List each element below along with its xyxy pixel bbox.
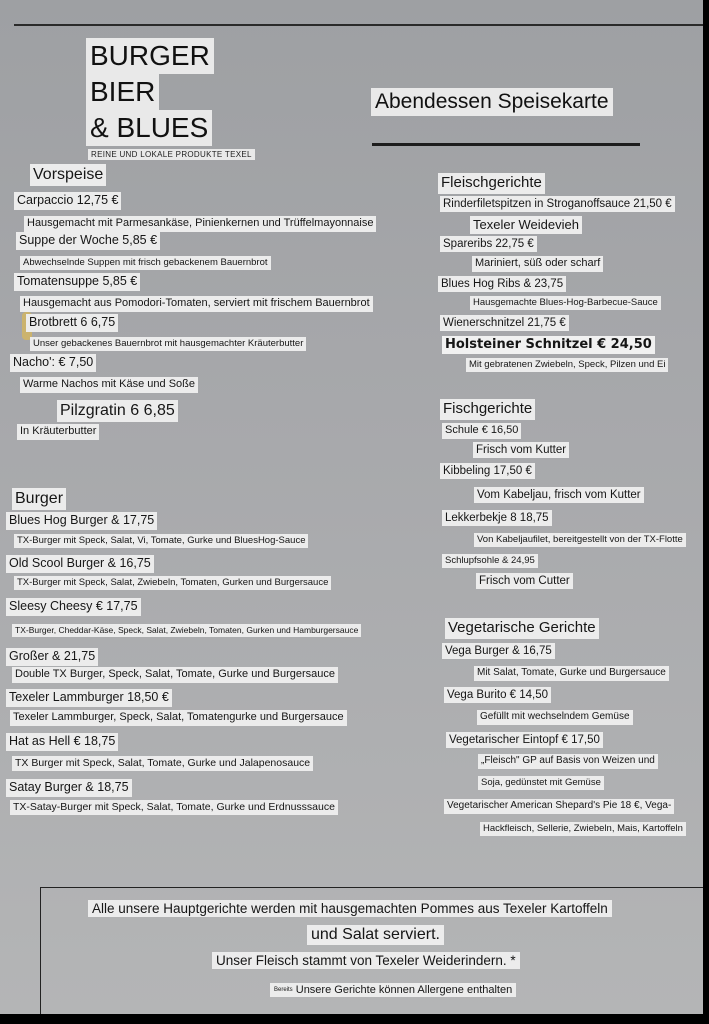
menu-item-description: Frisch vom Cutter	[476, 573, 573, 589]
menu-item-name: Lekkerbekje 8 18,75	[442, 510, 552, 526]
menu-item-description: Warme Nachos mit Käse und Soße	[20, 377, 198, 393]
menu-item-description: TX-Burger mit Speck, Salat, Zwiebeln, Tomaten, Gurken und Burgersauce	[14, 576, 331, 590]
menu-item-name: Pilzgratin 6 6,85	[57, 400, 178, 422]
menu-item-name: Kibbeling 17,50 €	[440, 463, 535, 479]
menu-item-name: Vegetarischer Eintopf € 17,50	[446, 732, 603, 748]
menu-item-description: TX-Satay-Burger mit Speck, Salat, Tomate, Gurke und Erdnusssauce	[10, 800, 338, 815]
title-underline	[372, 143, 640, 146]
menu-item-name: Hat as Hell € 18,75	[6, 733, 118, 751]
menu-item-name: Nacho': € 7,50	[10, 354, 96, 372]
menu-item-description: TX-Burger, Cheddar-Käse, Speck, Salat, Zwiebeln, Tomaten, Gurken und Hamburgersauce	[12, 624, 361, 637]
menu-item-description: Mariniert, süß oder scharf	[472, 256, 603, 272]
footer-line: Alle unsere Hauptgerichte werden mit hausgemachten Pommes aus Texeler Kartoffeln	[88, 900, 612, 917]
section-heading-burger: Burger	[12, 488, 66, 510]
menu-item-name: Wienerschnitzel 21,75 €	[440, 315, 569, 331]
top-rule	[14, 24, 703, 26]
brand-tagline: REINE UND LOKALE PRODUKTE TEXEL	[88, 149, 255, 160]
brand-line-1: BURGER	[86, 38, 214, 74]
menu-item-name: Vegetarischer American Shepard's Pie 18 €, Vega-	[444, 799, 674, 814]
menu-item-description: Mit Salat, Tomate, Gurke und Burgersauce	[474, 666, 669, 681]
menu-item-description: Von Kabeljaufilet, bereitgestellt von der TX-Flotte	[474, 533, 686, 547]
menu-item-name: Blues Hog Burger & 17,75	[6, 512, 157, 530]
menu-item-name: Carpaccio 12,75 €	[14, 192, 121, 210]
menu-item-description: Frisch vom Kutter	[473, 442, 569, 458]
menu-item-name: Blues Hog Ribs & 23,75	[438, 276, 566, 292]
section-heading-vorspeise: Vorspeise	[30, 164, 106, 186]
menu-item-description: Hackfleisch, Sellerie, Zwiebeln, Mais, Kartoffeln	[480, 822, 686, 836]
footer-line: und Salat serviert.	[307, 925, 444, 945]
menu-item-name: Holsteiner Schnitzel € 24,50	[442, 336, 655, 354]
footer-line	[270, 983, 516, 997]
menu-item-name: Vega Burito € 14,50	[444, 687, 551, 703]
menu-item-description: In Kräuterbutter	[17, 424, 99, 440]
menu-item-description: Hausgemachte Blues-Hog-Barbecue-Sauce	[470, 296, 661, 310]
menu-item-name: Großer & 21,75	[6, 648, 98, 666]
menu-item-description: Mit gebratenen Zwiebeln, Speck, Pilzen und Ei	[466, 358, 668, 372]
section-heading-fisch: Fischgerichte	[440, 399, 535, 420]
menu-item-name: Suppe der Woche 5,85 €	[16, 232, 160, 250]
menu-item-name: Vega Burger & 16,75	[442, 643, 555, 659]
menu-item-description: Abwechselnde Suppen mit frisch gebackenem Bauernbrot	[20, 256, 271, 270]
section-heading-vegetarisch: Vegetarische Gerichte	[445, 618, 599, 639]
menu-item-description: Texeler Weidevieh	[470, 216, 582, 234]
menu-item-description: Double TX Burger, Speck, Salat, Tomate, Gurke und Burgersauce	[12, 667, 338, 683]
brand-logo	[86, 38, 214, 146]
menu-item-name: Rinderfiletspitzen in Stroganoffsauce 21,50 €	[440, 196, 675, 212]
brand-line-2: BIER	[86, 74, 159, 110]
menu-title: Abendessen Speisekarte	[371, 88, 613, 116]
menu-item-name: Tomatensuppe 5,85 €	[14, 273, 140, 291]
menu-item-description: Texeler Lammburger, Speck, Salat, Tomatengurke und Burgersauce	[10, 710, 347, 726]
footer-line: Unser Fleisch stammt von Texeler Weiderindern. *	[212, 952, 520, 969]
menu-item-description: Soja, gedünstet mit Gemüse	[478, 776, 604, 790]
menu-item-name: Schlupfsohle & 24,95	[442, 554, 538, 568]
menu-item-description: TX-Burger mit Speck, Salat, Vi, Tomate, Gurke und BluesHog-Sauce	[14, 534, 308, 548]
menu-item-name: Old Scool Burger & 16,75	[6, 555, 154, 573]
menu-item-description: „Fleisch" GP auf Basis von Weizen und	[478, 754, 658, 769]
menu-item-description: Vom Kabeljau, frisch vom Kutter	[474, 487, 644, 503]
footer-small-prefix: Bereits	[274, 987, 293, 994]
menu-item-description: Hausgemacht mit Parmesankäse, Pinienkernen und Trüffelmayonnaise	[24, 216, 376, 232]
menu-item-name: Spareribs 22,75 €	[440, 236, 537, 252]
menu-item-name: Texeler Lammburger 18,50 €	[6, 689, 172, 707]
menu-item-description: Hausgemacht aus Pomodori-Tomaten, serviert mit frischem Bauernbrot	[20, 296, 373, 312]
menu-item-name: Brotbrett 6 6,75	[26, 314, 118, 332]
menu-item-description: TX Burger mit Speck, Salat, Tomate, Gurke und Jalapenosauce	[12, 756, 313, 771]
section-heading-fleisch: Fleischgerichte	[438, 173, 545, 194]
footer-allergen-note: Unsere Gerichte können Allergene enthalten	[295, 984, 513, 996]
brand-line-3: & BLUES	[86, 110, 212, 146]
menu-item-description: Gefüllt mit wechselndem Gemüse	[477, 710, 633, 725]
menu-item-description: Unser gebackenes Bauernbrot mit hausgemachter Kräuterbutter	[30, 337, 306, 351]
menu-item-name: Satay Burger & 18,75	[6, 779, 132, 797]
menu-item-name: Sleesy Cheesy € 17,75	[6, 598, 141, 616]
menu-item-name: Schule € 16,50	[442, 423, 521, 439]
